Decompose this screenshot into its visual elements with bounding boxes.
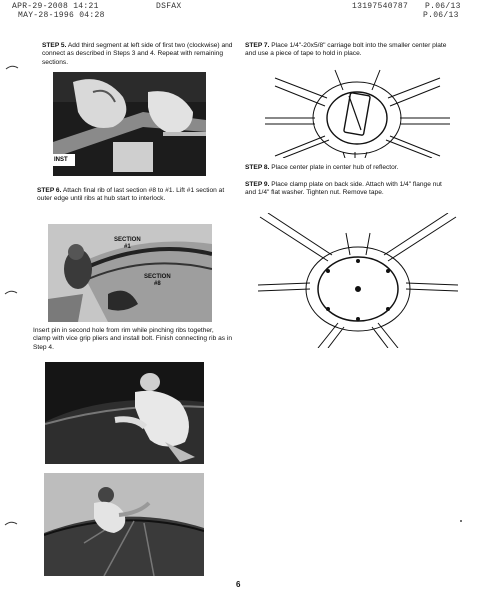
step5-photo-art (53, 72, 206, 176)
step9-label: STEP 9. (245, 181, 270, 188)
clamp-photo-2-art (44, 473, 204, 576)
section8-label-text: SECTION (144, 274, 171, 280)
step9-text (245, 181, 453, 198)
fax-header-page-2: P.06/13 (423, 11, 459, 20)
section1-label-num: #1 (123, 244, 131, 250)
step7-text (245, 42, 450, 59)
fax-header-source: DSFAX (156, 2, 182, 11)
step6-label: STEP 6. (37, 187, 62, 194)
clamp-plate-diagram (258, 213, 458, 348)
punch-mark-top (5, 64, 19, 70)
step5-label: STEP 5. (42, 42, 67, 49)
punch-mark-middle (4, 289, 18, 295)
inst-label: INST (54, 157, 68, 163)
step8-label: STEP 8. (245, 164, 270, 171)
step6-text (37, 187, 232, 204)
section1-label-text: SECTION (114, 237, 141, 243)
step6b-text: Insert pin in second hole from rim while pinching ribs together, clamp with vice grip pliers and install bolt. Finish connecting rib as in Step 4. (33, 327, 233, 351)
section8-label-num: #8 (153, 281, 161, 287)
step9-body: Place clamp plate on back side. Attach with 1/4" flange nut and 1/4" flat washer. Tighten nut. Remove tape. (245, 181, 442, 197)
clamp-photo-1-art (45, 362, 204, 464)
step5-text (42, 42, 234, 67)
step6-body: Attach final rib of last section #8 to #1. Lift #1 section at outer edge until ribs at hub start to interlock. (37, 187, 225, 203)
punch-mark-bottom (4, 520, 18, 526)
clamp-photo-2 (44, 473, 204, 576)
step5-body: Add third segment at left side of first two (clockwise) and connect as described in Steps 3 and 4. Repeat with remaining sections. (42, 42, 233, 66)
step8-text (245, 164, 450, 172)
step6-photo (48, 224, 212, 322)
center-plate-diagram (265, 66, 450, 158)
step7-label: STEP 7. (245, 42, 270, 49)
fax-header-number: 13197540787 (352, 2, 409, 11)
page-speck (460, 520, 462, 522)
fax-header-date: APR-29-2008 14:21 (12, 2, 99, 11)
section1-label (114, 237, 141, 251)
fax-header-page: P.06/13 (425, 2, 461, 11)
step5-photo (53, 72, 206, 176)
step8-body: Place center plate in center hub of reflector. (271, 164, 399, 171)
section8-label (144, 274, 171, 288)
page-number: 6 (236, 580, 241, 589)
step7-body: Place 1/4"-20x5/8" carriage bolt into the smaller center plate and use a piece of tape to hold in place. (245, 42, 447, 58)
fax-header-date-2: MAY-28-1996 04:28 (18, 11, 105, 20)
clamp-photo-1 (45, 362, 204, 464)
